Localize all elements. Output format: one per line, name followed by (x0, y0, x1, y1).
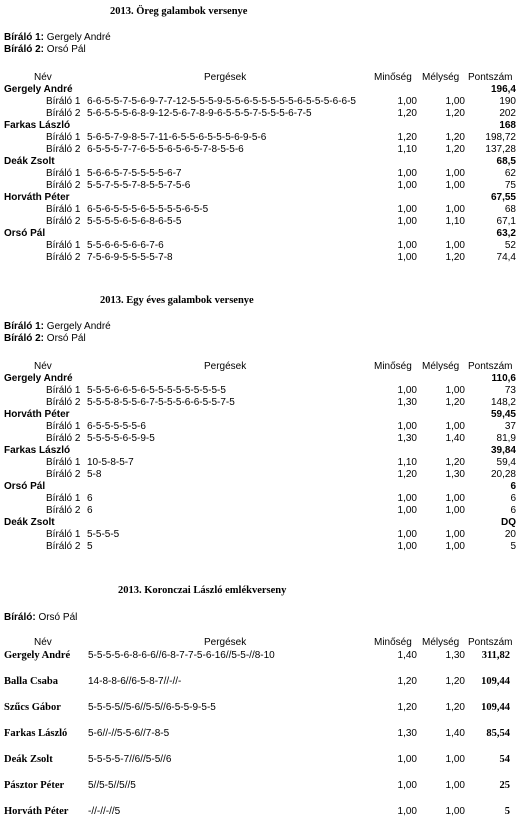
depth-value: 1,00 (445, 168, 465, 179)
judge-label: Bíráló: (4, 612, 36, 623)
depth-value: 1,20 (445, 108, 465, 119)
judge-score-row (0, 168, 520, 180)
judge-label: Bíráló 2 (46, 541, 81, 552)
memorial-row (0, 650, 520, 664)
sequence-values: 10-5-8-5-7 (87, 457, 134, 468)
score-value: 311,82 (481, 650, 510, 661)
score-value: 20 (504, 529, 516, 540)
sequence-values: 5-5-7-5-5-7-8-5-5-7-5-6 (87, 180, 191, 191)
quality-value: 1,20 (397, 108, 417, 119)
depth-value: 1,00 (445, 204, 465, 215)
judge-label: Bíráló 1 (46, 132, 81, 143)
sequence-values: 14-8-8-6//6-5-8-7//-//- (88, 676, 182, 687)
competitor-total: 168 (499, 120, 516, 131)
competitor-total: 196,4 (490, 84, 516, 95)
competitor-total: 63,2 (496, 228, 516, 239)
sequence-values: 5-6//-//5-5-6//7-8-5 (88, 728, 170, 739)
competitor-total: DQ (501, 517, 516, 528)
competitor-name: Deák Zsolt (4, 754, 53, 765)
quality-value: 1,20 (397, 132, 417, 143)
judge-label: Bíráló 2 (46, 469, 81, 480)
col-header-name: Név (34, 361, 52, 372)
section-title-yearling-pigeons: 2013. Egy éves galambok versenye (100, 295, 254, 306)
judge-score-row (0, 397, 520, 409)
depth-value: 1,00 (445, 529, 465, 540)
quality-value: 1,00 (397, 529, 417, 540)
judge-score-row (0, 385, 520, 397)
col-header-name: Név (34, 637, 52, 648)
judge-label: Bíráló 2 (46, 108, 81, 119)
col-header-quality: Minőség (374, 361, 412, 372)
sequence-values: 6-5-5-5-5-5-6 (87, 421, 146, 432)
score-value: 68 (504, 204, 516, 215)
judge-label: Bíráló 1 (46, 493, 81, 504)
memorial-row (0, 754, 520, 768)
col-header-sequences: Pergések (204, 72, 247, 83)
judge-line (4, 612, 77, 624)
score-value: 202 (499, 108, 516, 119)
depth-value: 1,00 (445, 385, 465, 396)
depth-value: 1,20 (445, 702, 465, 713)
competitor-name: Horváth Péter (4, 409, 70, 420)
competitor-name: Orsó Pál (4, 481, 46, 492)
sequence-values: 5-5-5-5-6-8-6-6//6-8-7-7-5-6-16//5-5-//8-10 (88, 650, 275, 661)
quality-value: 1,00 (397, 180, 417, 191)
quality-value: 1,00 (397, 754, 417, 765)
depth-value: 1,30 (445, 469, 465, 480)
competitor-total: 68,5 (496, 156, 516, 167)
depth-value: 1,00 (445, 754, 465, 765)
judge-2-name: Orsó Pál (46, 44, 86, 55)
depth-value: 1,20 (445, 132, 465, 143)
depth-value: 1,10 (445, 216, 465, 227)
judge-score-row (0, 132, 520, 144)
competitor-row (4, 156, 516, 168)
competitor-name: Szűcs Gábor (4, 702, 61, 713)
score-value: 137,28 (485, 144, 516, 155)
competitor-total: 39,84 (490, 445, 516, 456)
score-value: 190 (499, 96, 516, 107)
judge-label: Bíráló 1 (46, 168, 81, 179)
judge-label: Bíráló 1 (46, 421, 81, 432)
quality-value: 1,00 (397, 168, 417, 179)
col-header-depth: Mélység (422, 637, 460, 648)
judge-2-name: Orsó Pál (46, 333, 86, 344)
depth-value: 1,20 (445, 397, 465, 408)
judge-score-row (0, 216, 520, 228)
judge-score-row (0, 469, 520, 481)
sequence-values: 6 (87, 505, 93, 516)
depth-value: 1,00 (445, 421, 465, 432)
quality-value: 1,00 (397, 541, 417, 552)
competitor-row (4, 192, 516, 204)
judge-score-row (0, 493, 520, 505)
sequence-values: 5-6-5-5-5-6-8-9-12-5-6-7-8-9-6-5-5-5-7-5-5-5-6-7-5 (87, 108, 312, 119)
depth-value: 1,00 (445, 180, 465, 191)
quality-value: 1,00 (397, 240, 417, 251)
competitor-name: Pásztor Péter (4, 780, 65, 791)
competitor-total: 67,55 (490, 192, 516, 203)
score-value: 54 (499, 754, 510, 765)
competitor-total: 110,6 (491, 373, 516, 384)
sequence-values: 5-5-5-5 (87, 529, 120, 540)
score-value: 62 (504, 168, 516, 179)
memorial-row (0, 780, 520, 794)
memorial-row (0, 702, 520, 716)
col-header-score: Pontszám (468, 72, 513, 83)
depth-value: 1,00 (445, 780, 465, 791)
judge-score-row (0, 457, 520, 469)
sequence-values: 7-5-6-9-5-5-5-5-7-8 (87, 252, 173, 263)
sequence-values: 5-6-5-7-9-8-5-7-11-6-5-5-6-5-5-5-6-9-5-6 (87, 132, 267, 143)
quality-value: 1,00 (397, 204, 417, 215)
judge-score-row (0, 505, 520, 517)
quality-value: 1,30 (397, 397, 417, 408)
judge-1-label: Bíráló 1: (4, 32, 45, 43)
depth-value: 1,00 (445, 505, 465, 516)
sequence-values: -//-//-//5 (88, 806, 121, 817)
judge-1-label: Bíráló 1: (4, 321, 45, 332)
competitor-name: Deák Zsolt (4, 156, 55, 167)
score-value: 52 (504, 240, 516, 251)
quality-value: 1,10 (397, 457, 417, 468)
judge-score-row (0, 240, 520, 252)
sequence-values: 5-8 (87, 469, 102, 480)
judge-score-row (0, 180, 520, 192)
judge-label: Bíráló 2 (46, 397, 81, 408)
competitor-row (4, 445, 516, 457)
depth-value: 1,00 (445, 240, 465, 251)
score-value: 109,44 (481, 702, 510, 713)
sequence-values: 6 (87, 493, 93, 504)
judge-label: Bíráló 1 (46, 96, 81, 107)
quality-value: 1,30 (397, 433, 417, 444)
sequence-values: 5-5-5-5-6-5-9-5 (87, 433, 155, 444)
quality-value: 1,30 (397, 728, 417, 739)
judge-score-row (0, 529, 520, 541)
judge-score-row (0, 252, 520, 264)
quality-value: 1,10 (397, 144, 417, 155)
quality-value: 1,00 (397, 421, 417, 432)
judge-label: Bíráló 2 (46, 505, 81, 516)
col-header-quality: Minőség (374, 72, 412, 83)
score-value: 74,4 (496, 252, 516, 263)
depth-value: 1,40 (445, 433, 465, 444)
score-value: 37 (504, 421, 516, 432)
sequence-values: 5-6-6-5-7-5-5-5-5-6-7 (87, 168, 182, 179)
depth-value: 1,40 (445, 728, 465, 739)
competitor-name: Gergely André (4, 84, 73, 95)
judge-label: Bíráló 1 (46, 457, 81, 468)
sequence-values: 5-5-5-8-5-5-6-7-5-5-5-6-6-5-5-7-5 (87, 397, 235, 408)
judge-label: Bíráló 2 (46, 252, 81, 263)
sequence-values: 5-5-5-5//5-6//5-5//6-5-5-9-5-5 (88, 702, 216, 713)
sequence-values: 6-5-5-5-7-7-6-5-5-6-5-6-5-7-8-5-5-6 (87, 144, 244, 155)
quality-value: 1,00 (397, 252, 417, 263)
judge-2-line (4, 333, 86, 345)
competitor-name: Gergely André (4, 373, 73, 384)
memorial-row (0, 728, 520, 742)
col-header-depth: Mélység (422, 72, 460, 83)
quality-value: 1,00 (397, 505, 417, 516)
competitor-row (4, 373, 516, 385)
depth-value: 1,00 (445, 493, 465, 504)
competitor-total: 59,45 (490, 409, 516, 420)
quality-value: 1,20 (397, 469, 417, 480)
quality-value: 1,00 (397, 96, 417, 107)
judge-1-name: Gergely André (46, 321, 111, 332)
quality-value: 1,00 (397, 493, 417, 504)
competitor-row (4, 120, 516, 132)
sequence-values: 5 (87, 541, 93, 552)
score-value: 25 (499, 780, 510, 791)
depth-value: 1,20 (445, 252, 465, 263)
col-header-quality: Minőség (374, 637, 412, 648)
judge-label: Bíráló 1 (46, 385, 81, 396)
sequence-values: 5//5-5//5//5 (88, 780, 136, 791)
score-value: 20,28 (490, 469, 516, 480)
score-value: 109,44 (481, 676, 510, 687)
score-value: 75 (504, 180, 516, 191)
competitor-name: Farkas László (4, 120, 71, 131)
competitor-row (4, 409, 516, 421)
quality-value: 1,00 (397, 780, 417, 791)
section-title-memorial: 2013. Koronczai László emlékverseny (118, 585, 287, 596)
competitor-name: Horváth Péter (4, 806, 69, 817)
quality-value: 1,00 (397, 216, 417, 227)
col-header-sequences: Pergések (204, 637, 247, 648)
competitor-name: Horváth Péter (4, 192, 70, 203)
judge-2-label: Bíráló 2: (4, 333, 45, 344)
col-header-name: Név (34, 72, 52, 83)
memorial-row (0, 676, 520, 690)
quality-value: 1,00 (397, 385, 417, 396)
sequence-values: 5-5-6-6-5-6-6-7-6 (87, 240, 164, 251)
quality-value: 1,20 (397, 676, 417, 687)
competitor-name: Gergely André (4, 650, 71, 661)
judge-name: Orsó Pál (38, 612, 78, 623)
sequence-values: 5-5-5-6-6-5-6-5-5-5-5-5-5-5-5-5 (87, 385, 226, 396)
judge-1-line (4, 32, 111, 44)
score-value: 85,54 (486, 728, 510, 739)
competitor-row (4, 228, 516, 240)
col-header-sequences: Pergések (204, 361, 247, 372)
col-header-score: Pontszám (468, 637, 513, 648)
depth-value: 1,00 (445, 541, 465, 552)
competitor-total: 6 (510, 481, 516, 492)
depth-value: 1,00 (445, 806, 465, 817)
competitor-name: Farkas László (4, 728, 68, 739)
judge-score-row (0, 96, 520, 108)
score-value: 198,72 (485, 132, 516, 143)
judge-score-row (0, 433, 520, 445)
judge-label: Bíráló 1 (46, 204, 81, 215)
score-value: 81,9 (496, 433, 516, 444)
competitor-row (4, 517, 516, 529)
quality-value: 1,40 (397, 650, 417, 661)
judge-label: Bíráló 2 (46, 216, 81, 227)
competitor-name: Balla Csaba (4, 676, 58, 687)
judge-label: Bíráló 2 (46, 180, 81, 191)
judge-2-label: Bíráló 2: (4, 44, 45, 55)
judge-label: Bíráló 2 (46, 433, 81, 444)
score-value: 73 (504, 385, 516, 396)
section-title-old-pigeons: 2013. Öreg galambok versenye (110, 6, 248, 17)
score-value: 148,2 (490, 397, 516, 408)
depth-value: 1,20 (445, 144, 465, 155)
col-header-score: Pontszám (468, 361, 513, 372)
depth-value: 1,20 (445, 676, 465, 687)
score-value: 67,1 (496, 216, 516, 227)
judge-label: Bíráló 2 (46, 144, 81, 155)
judge-label: Bíráló 1 (46, 529, 81, 540)
judge-1-name: Gergely André (46, 32, 111, 43)
sequence-values: 5-5-5-5-6-5-6-8-6-5-5 (87, 216, 182, 227)
judge-score-row (0, 204, 520, 216)
competitor-row (4, 481, 516, 493)
judge-2-line (4, 44, 86, 56)
quality-value: 1,00 (397, 806, 417, 817)
sequence-values: 6-5-6-5-5-5-6-5-5-5-5-6-5-5 (87, 204, 209, 215)
score-value: 6 (510, 505, 516, 516)
col-header-depth: Mélység (422, 361, 460, 372)
judge-label: Bíráló 1 (46, 240, 81, 251)
score-value: 5 (510, 541, 516, 552)
quality-value: 1,20 (397, 702, 417, 713)
judge-score-row (0, 541, 520, 553)
depth-value: 1,20 (445, 457, 465, 468)
competitor-row (4, 84, 516, 96)
judge-score-row (0, 421, 520, 433)
score-value: 59,4 (496, 457, 516, 468)
score-value: 5 (504, 806, 510, 817)
depth-value: 1,30 (445, 650, 465, 661)
judge-score-row (0, 108, 520, 120)
competitor-name: Orsó Pál (4, 228, 46, 239)
memorial-row (0, 806, 520, 820)
judge-1-line (4, 321, 111, 333)
depth-value: 1,00 (445, 96, 465, 107)
sequence-values: 6-6-5-5-7-5-6-9-7-7-12-5-5-5-9-5-5-6-5-5-5-5-5-6-5-5-5-6-6-5 (87, 96, 356, 107)
competitor-name: Farkas László (4, 445, 71, 456)
competitor-name: Deák Zsolt (4, 517, 55, 528)
judge-score-row (0, 144, 520, 156)
score-value: 6 (510, 493, 516, 504)
sequence-values: 5-5-5-5-7//6//5-5//6 (88, 754, 172, 765)
